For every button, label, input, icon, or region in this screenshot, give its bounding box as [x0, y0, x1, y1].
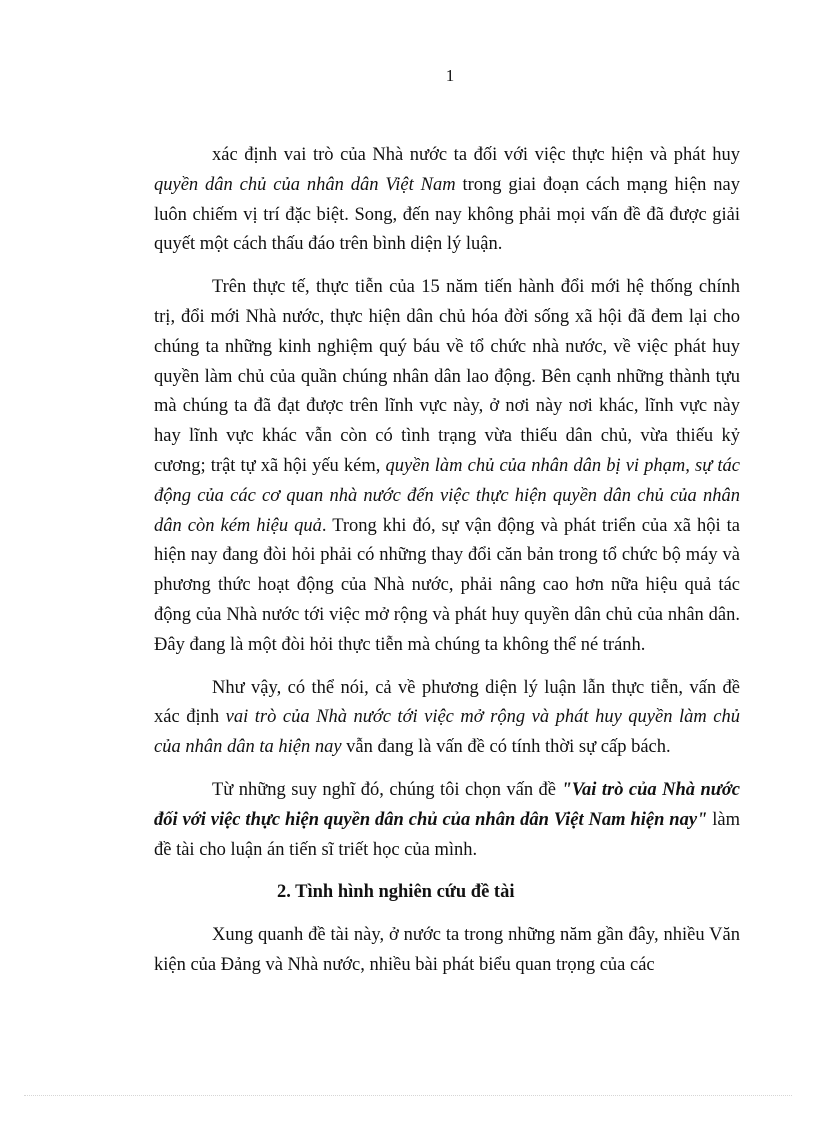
paragraph-5 — [154, 921, 740, 981]
paragraph-1 — [154, 141, 740, 260]
text-run: xác định vai trò của Nhà nước ta đối với việc thực hiện và phát huy — [212, 145, 740, 165]
text-run: Trên thực tế, thực tiễn của 15 năm tiến hành đổi mới hệ thống chính trị, đổi mới Nhà nước, thực hiện dân chủ hóa đời sống xã hội đã đem lại cho chúng ta những kinh nghiệm quý báu về tổ chức nhà nước, về việc phát huy quyền làm chủ của quần chúng nhân dân lao động. Bên cạnh những thành tựu mà chúng ta đã đạt được trên lĩnh vực này, ở nơi này nơi khác, lĩnh vực này hay lĩnh vực khác vẫn còn có tình trạng vừa thiếu dân chủ, vừa thiếu kỷ cương; trật tự xã hội yếu kém, — [154, 277, 740, 476]
text-run: Như vậy, có thể nói, cả về phương diện lý luận lẫn thực tiễn, vấn đề xác định — [154, 677, 740, 728]
italic-text-run: quyền dân chủ của nhân dân Việt Nam — [154, 174, 456, 195]
text-run: trong giai đoạn cách mạng hiện nay luôn chiếm vị trí đặc biệt. Song, đến nay không phải mọi vấn đề đã được giải quyết một cách thấu đáo trên bình diện lý luận. — [154, 174, 740, 255]
italic-text-run: quyền làm chủ của nhân dân bị vi phạm, sự tác động của các cơ quan nhà nước đến việc thực hiện quyền dân chủ của nhân dân còn kém hiệu quả — [154, 455, 740, 536]
paragraph-3 — [154, 674, 740, 763]
text-run: làm đề tài cho luận án tiến sĩ triết học của mình. — [154, 809, 740, 860]
section-heading: 2. Tình hình nghiên cứu đề tài — [277, 882, 515, 903]
italic-text-run: vai trò của Nhà nước tới việc mở rộng và phát huy quyền làm chủ của nhân dân ta hiện nay — [154, 707, 740, 758]
bold-italic-title-run: "Vai trò của Nhà nước đối với việc thực hiện quyền dân chủ của nhân dân Việt Nam hiện nay" — [154, 779, 740, 830]
text-run: vẫn đang là vấn đề có tính thời sự cấp bách. — [341, 737, 671, 758]
text-run: Xung quanh đề tài này, ở nước ta trong những năm gần đây, nhiều Văn kiện của Đảng và Nhà nước, nhiều bài phát biểu quan trọng của các — [154, 925, 740, 975]
paragraph-4 — [154, 776, 740, 865]
text-run: Từ những suy nghĩ đó, chúng tôi chọn vấn đề — [212, 779, 562, 800]
page-bottom-divider — [24, 1095, 792, 1096]
text-run: . Trong khi đó, sự vận động và phát triển của xã hội ta hiện nay đang đòi hỏi phải có những thay đổi căn bản trong tổ chức bộ máy và phương thức hoạt động của Nhà nước, phải nâng cao hơn nữa hiệu quả tác động của Nhà nước tới việc mở rộng và phát huy quyền dân chủ của nhân dân. Đây đang là một đòi hỏi thực tiễn mà chúng ta không thể né tránh. — [154, 515, 740, 655]
page-number: 1 — [445, 66, 455, 85]
paragraph-2 — [154, 273, 740, 660]
document-body — [154, 141, 740, 994]
